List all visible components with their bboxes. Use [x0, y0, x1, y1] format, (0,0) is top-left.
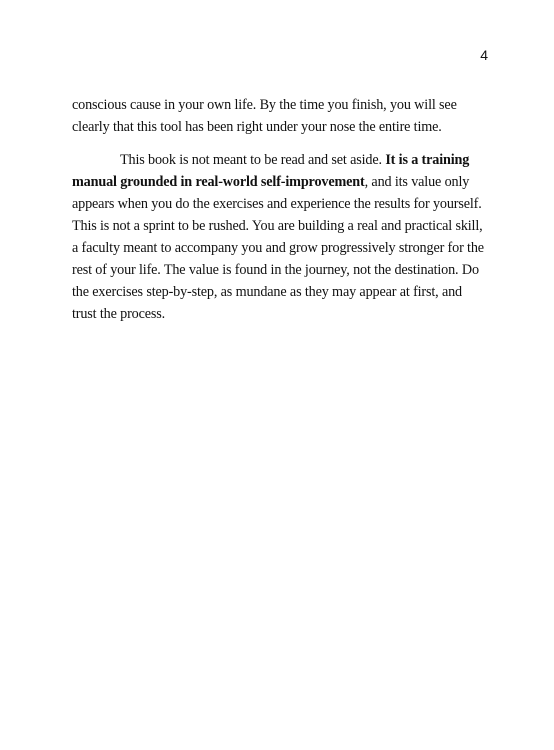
paragraph-main-lead: This book is not meant to be read and set aside.	[120, 152, 386, 168]
paragraph-main	[72, 149, 488, 325]
paragraph-main-rest: , and its value only appears when you do the exercises and experience the results for yourself. This is not a sprint to be rushed. You are building a real and practical skill, a faculty meant to accompany you and grow progressively stronger for the rest of your life. The value is found in the journey, not the destination. Do the exercises step-by-step, as mundane as they may appear at first, and trust the process.	[72, 174, 484, 322]
page-number: 4	[480, 47, 488, 63]
paragraph-main-bold-phrase: It is a training manual grounded in real-world self-improvement	[72, 152, 470, 190]
body-text	[72, 94, 488, 325]
paragraph-continuation: conscious cause in your own life. By the time you finish, you will see clearly that this tool has been right under your nose the entire time.	[72, 97, 457, 135]
